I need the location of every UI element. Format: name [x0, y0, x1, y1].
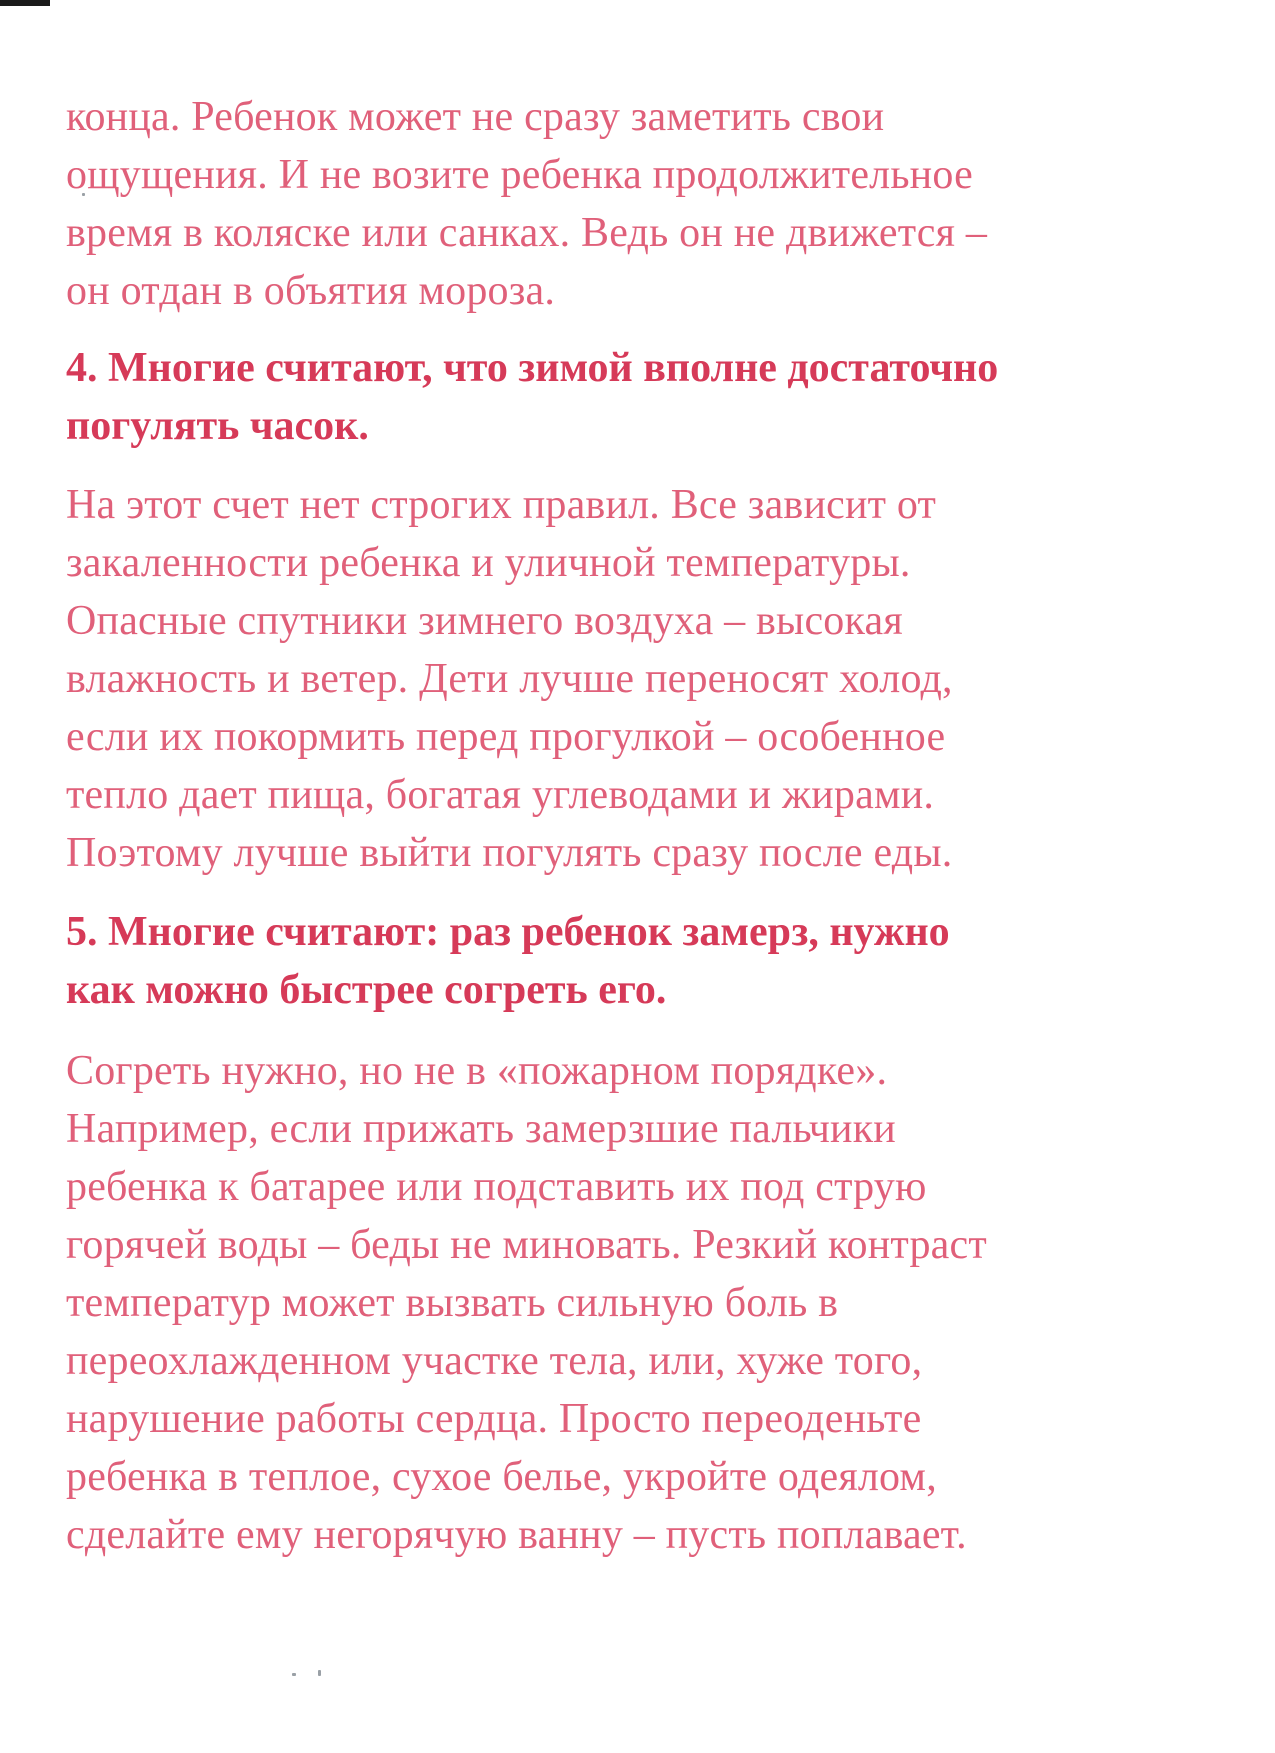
text-line: нарушение работы сердца. Просто переоденьте — [66, 1396, 922, 1442]
text-line: он отдан в объятия мороза. — [66, 268, 556, 314]
text-line: Опасные спутники зимнего воздуха – высокая — [66, 598, 903, 644]
text-line: Согреть нужно, но не в «пожарном порядке». — [66, 1048, 888, 1094]
text-line: влажность и ветер. Дети лучше переносят холод, — [66, 656, 953, 702]
section-heading-5 — [66, 903, 1226, 1019]
heading-line: как можно быстрее согреть его. — [66, 967, 667, 1013]
text-line: ощущения. И не возите ребенка продолжительное — [66, 152, 973, 198]
paragraph-5 — [66, 1042, 1226, 1564]
scan-speck — [292, 1673, 296, 1676]
text-line: переохлажденном участке тела, или, хуже того, — [66, 1338, 923, 1384]
document-body — [66, 88, 1226, 1564]
heading-line: 4. Многие считают, что зимой вполне достаточно — [66, 345, 999, 391]
text-line: ребенка к батарее или подставить их под струю — [66, 1164, 927, 1210]
scan-speck — [318, 1670, 321, 1676]
paragraph-continuation — [66, 88, 1226, 320]
text-line: сделайте ему негорячую ванну – пусть поплавает. — [66, 1512, 967, 1558]
text-line: ребенка в теплое, сухое белье, укройте одеялом, — [66, 1454, 937, 1500]
scan-corner-mark — [0, 0, 50, 6]
text-line: На этот счет нет строгих правил. Все зависит от — [66, 482, 937, 528]
text-line: если их покормить перед прогулкой – особенное — [66, 714, 946, 760]
text-line: температур может вызвать сильную боль в — [66, 1280, 839, 1326]
heading-line: погулять часок. — [66, 403, 369, 449]
text-line: Например, если прижать замерзшие пальчики — [66, 1106, 896, 1152]
section-heading-4 — [66, 339, 1226, 455]
text-line: закаленности ребенка и уличной температуры. — [66, 540, 911, 586]
paragraph-4 — [66, 476, 1226, 882]
text-line: тепло дает пища, богатая углеводами и жирами. — [66, 772, 935, 818]
heading-line: 5. Многие считают: раз ребенок замерз, нужно — [66, 909, 950, 955]
text-line: Поэтому лучше выйти погулять сразу после еды. — [66, 830, 953, 876]
text-line: горячей воды – беды не миновать. Резкий контраст — [66, 1222, 987, 1268]
text-line: конца. Ребенок может не сразу заметить свои — [66, 94, 885, 140]
text-line: время в коляске или санках. Ведь он не движется – — [66, 210, 988, 256]
